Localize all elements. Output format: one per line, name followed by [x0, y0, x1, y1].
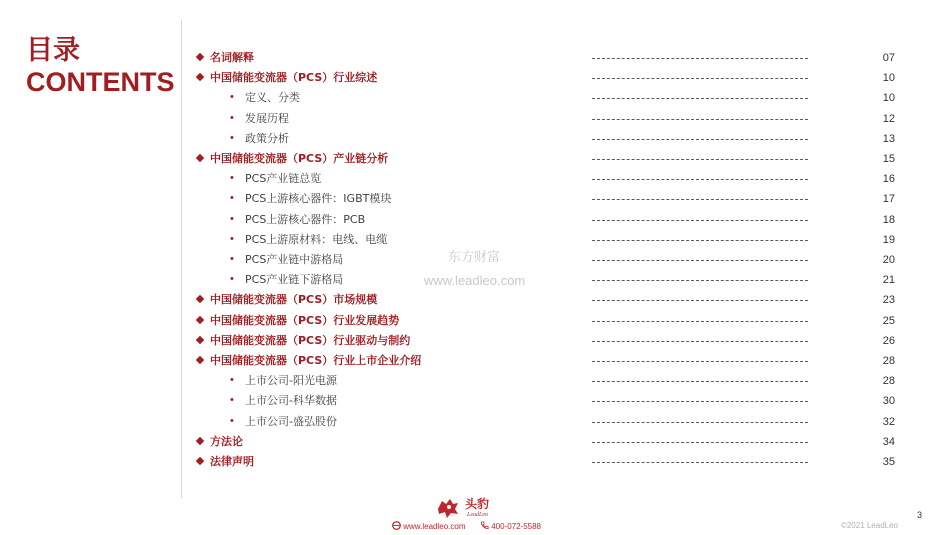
toc-section-item[interactable]	[0, 432, 950, 452]
toc-page-number: 21	[882, 274, 895, 287]
dotted-leader	[592, 401, 808, 402]
toc-label: 中国储能变流器（PCS）产业链分析	[210, 152, 389, 165]
dot-bullet-icon: •	[230, 172, 234, 185]
toc-section-item[interactable]	[0, 290, 950, 310]
dotted-leader	[592, 381, 808, 382]
footer-website-link[interactable]: www.leadleo.com	[403, 522, 466, 531]
toc-page-number: 26	[882, 334, 895, 347]
toc-section-item[interactable]	[0, 351, 950, 371]
diamond-bullet-icon	[196, 295, 204, 303]
toc-label: 方法论	[210, 434, 243, 448]
dot-bullet-icon: •	[230, 374, 234, 387]
dotted-leader	[592, 442, 808, 443]
toc-page-number: 16	[882, 173, 895, 186]
toc-label: 上市公司-阳光电源	[245, 374, 337, 388]
toc-subsection-item[interactable]	[0, 129, 950, 149]
toc-page-number: 20	[882, 254, 895, 266]
toc-page-number: 30	[882, 395, 895, 408]
toc-subsection-item[interactable]	[0, 88, 950, 108]
toc-page-number: 34	[882, 435, 895, 448]
dotted-leader	[592, 119, 808, 120]
watermark-text: 东方财富	[448, 250, 501, 265]
toc-label: 定义、分类	[245, 91, 300, 105]
toc-page-number: 10	[882, 92, 895, 105]
toc-page-number: 23	[882, 294, 895, 307]
dotted-leader	[592, 179, 808, 180]
dot-bullet-icon: •	[230, 253, 234, 265]
toc-page-number: 07	[882, 52, 895, 64]
diamond-bullet-icon	[196, 73, 204, 81]
toc-label: PCS产业链中游格局	[245, 253, 344, 266]
toc-label: 法律声明	[210, 455, 254, 468]
toc-label: 中国储能变流器（PCS）行业综述	[210, 71, 378, 85]
dotted-leader	[592, 98, 808, 99]
page-title-cn: 目录	[26, 35, 80, 66]
toc-page-number: 25	[882, 314, 895, 327]
toc-subsection-item[interactable]	[0, 391, 950, 411]
dotted-leader	[592, 240, 808, 241]
toc-subsection-item[interactable]	[0, 371, 950, 391]
dotted-leader	[592, 58, 808, 59]
toc-subsection-item[interactable]	[0, 189, 950, 209]
web-icon	[392, 521, 401, 530]
toc-label: 中国储能变流器（PCS）市场规模	[210, 293, 378, 307]
dot-bullet-icon: •	[230, 232, 234, 245]
toc-subsection-item[interactable]	[0, 109, 950, 129]
diamond-bullet-icon	[196, 315, 204, 323]
dot-bullet-icon: •	[230, 111, 234, 124]
dot-bullet-icon: •	[230, 273, 234, 286]
footer-phone: 400-072-5588	[491, 522, 542, 531]
toc-label: 名词解释	[210, 51, 254, 64]
slide-number: 3	[917, 510, 923, 520]
toc-page-number: 12	[882, 112, 895, 125]
toc-page-number: 28	[882, 375, 895, 388]
toc-label: 发展历程	[245, 111, 289, 125]
copyright: ©2021 LeadLeo	[840, 521, 898, 530]
toc-page-number: 28	[882, 355, 895, 367]
toc-section-item[interactable]	[0, 68, 950, 88]
diamond-bullet-icon	[196, 457, 204, 465]
toc-subsection-item[interactable]	[0, 412, 950, 432]
dotted-leader	[592, 199, 808, 200]
dotted-leader	[592, 422, 808, 423]
toc-page-number: 15	[882, 153, 895, 165]
toc-section-item[interactable]	[0, 452, 950, 472]
toc-subsection-item[interactable]	[0, 210, 950, 230]
toc-page-number: 10	[882, 72, 895, 85]
toc-page-number: 18	[882, 213, 895, 226]
toc-page-number: 19	[882, 233, 895, 246]
toc-label: 中国储能变流器（PCS）行业发展趋势	[210, 313, 400, 327]
logo-text-en: LeadLeo	[467, 512, 488, 518]
toc-section-item[interactable]	[0, 149, 950, 169]
toc-page-number: 17	[882, 193, 895, 206]
diamond-bullet-icon	[196, 336, 204, 344]
dotted-leader	[592, 159, 808, 160]
dotted-leader	[592, 462, 808, 463]
dotted-leader	[592, 341, 808, 342]
toc-label: PCS产业链下游格局	[245, 273, 344, 287]
toc-label: 上市公司-科华数据	[245, 394, 337, 408]
dotted-leader	[592, 260, 808, 261]
toc-label: 上市公司-盛弘股份	[245, 414, 337, 428]
dot-bullet-icon: •	[230, 91, 234, 104]
dot-bullet-icon: •	[230, 212, 234, 225]
toc-label: PCS上游核心器件：IGBT模块	[245, 192, 392, 206]
dotted-leader	[592, 78, 808, 79]
dot-bullet-icon: •	[230, 414, 234, 427]
dot-bullet-icon: •	[230, 131, 234, 144]
dot-bullet-icon: •	[230, 192, 234, 205]
phone-icon	[480, 521, 489, 530]
dotted-leader	[592, 300, 808, 301]
diamond-bullet-icon	[196, 437, 204, 445]
toc-subsection-item[interactable]	[0, 169, 950, 189]
logo-text-cn: 头豹	[465, 497, 490, 511]
leadleo-logo-icon	[436, 497, 460, 519]
diamond-bullet-icon	[196, 154, 204, 162]
toc-label: PCS产业链总览	[245, 172, 322, 186]
toc-label: PCS上游核心器件：PCB	[245, 212, 366, 226]
dotted-leader	[592, 280, 808, 281]
diamond-bullet-icon	[196, 356, 204, 364]
dotted-leader	[592, 321, 808, 322]
toc-page-number: 32	[882, 415, 895, 428]
diamond-bullet-icon	[196, 53, 204, 61]
toc-label: 中国储能变流器（PCS）行业驱动与制约	[210, 333, 411, 347]
watermark-url: www.leadleo.com	[424, 273, 526, 288]
dotted-leader	[592, 220, 808, 221]
page-title-en: CONTENTS	[26, 67, 175, 97]
toc-label: PCS上游原材料：电线、电缆	[245, 232, 388, 246]
toc-label: 政策分析	[245, 131, 289, 145]
toc-page-number: 13	[882, 132, 895, 145]
toc-section-item[interactable]	[0, 331, 950, 351]
footer-contact	[392, 521, 541, 532]
toc-section-item[interactable]	[0, 48, 950, 68]
dotted-leader	[592, 139, 808, 140]
toc-page-number: 35	[882, 456, 895, 468]
dot-bullet-icon: •	[230, 394, 234, 407]
toc-label: 中国储能变流器（PCS）行业上市企业介绍	[210, 354, 422, 367]
toc-section-item[interactable]	[0, 311, 950, 331]
dotted-leader	[592, 361, 808, 362]
